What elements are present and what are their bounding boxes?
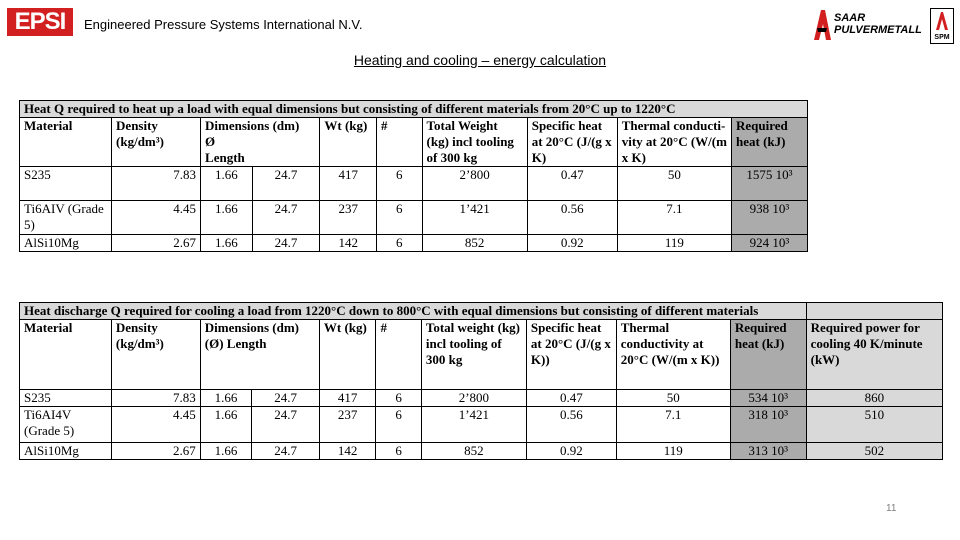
cell-required-heat: 318 10³ — [730, 407, 806, 443]
cell-length: 24.7 — [252, 390, 320, 407]
heating-table — [19, 100, 808, 252]
cell-total-weight: 1’421 — [421, 407, 526, 443]
cell-length: 24.7 — [252, 201, 320, 235]
cell-weight: 142 — [320, 235, 377, 252]
cell-weight: 237 — [320, 201, 377, 235]
col-weight: Wt (kg) — [320, 118, 377, 167]
cell-thermal-conductivity: 119 — [617, 235, 731, 252]
cell-thermal-conductivity: 50 — [616, 390, 730, 407]
cell-specific-heat: 0.92 — [526, 443, 616, 460]
cell-specific-heat: 0.47 — [526, 390, 616, 407]
cell-total-weight: 2’800 — [421, 390, 526, 407]
cell-material: S235 — [20, 167, 112, 201]
cell-total-weight: 852 — [421, 443, 526, 460]
cell-count: 6 — [377, 235, 423, 252]
cell-required-heat: 1575 10³ — [732, 167, 808, 201]
col-specific-heat: Specific heat at 20°C (J/(g x K) — [527, 118, 617, 167]
cell-density: 7.83 — [111, 390, 200, 407]
cell-thermal-conductivity: 7.1 — [617, 201, 731, 235]
col-density: Density (kg/dm³) — [111, 320, 200, 390]
table-row — [20, 407, 943, 443]
table-row — [20, 443, 943, 460]
cell-material: S235 — [20, 390, 112, 407]
col-total-weight: Total weight (kg) incl tooling of 300 kg — [421, 320, 526, 390]
cell-required-power: 502 — [806, 443, 942, 460]
cell-density: 7.83 — [112, 167, 201, 201]
cooling-table-caption: Heat discharge Q required for cooling a load from 1220°C down to 800°C with equal dimensions but consisting of different materials — [20, 303, 807, 320]
col-total-weight: Total Weight (kg) incl tooling of 300 kg — [422, 118, 527, 167]
cell-required-heat: 924 10³ — [732, 235, 808, 252]
cell-length: 24.7 — [252, 235, 320, 252]
saar-logo-text: SAAR PULVERMETALL — [834, 12, 922, 36]
cell-count: 6 — [376, 390, 421, 407]
cell-count: 6 — [377, 201, 423, 235]
cell-thermal-conductivity: 119 — [616, 443, 730, 460]
cell-thermal-conductivity: 7.1 — [616, 407, 730, 443]
cell-required-power: 510 — [806, 407, 942, 443]
cell-count: 6 — [376, 443, 421, 460]
cell-specific-heat: 0.56 — [526, 407, 616, 443]
cell-density: 2.67 — [112, 235, 201, 252]
cell-required-power: 860 — [806, 390, 942, 407]
cell-material: AlSi10Mg — [20, 443, 112, 460]
cell-diameter: 1.66 — [201, 201, 253, 235]
col-density: Density (kg/dm³) — [112, 118, 201, 167]
heating-table-caption: Heat Q required to heat up a load with equal dimensions but consisting of different materials from 20°C up to 1220°C — [20, 101, 808, 118]
cell-material: AlSi10Mg — [20, 235, 112, 252]
col-required-heat: Required heat (kJ) — [732, 118, 808, 167]
cell-required-heat: 534 10³ — [730, 390, 806, 407]
cooling-table — [19, 302, 943, 460]
cell-specific-heat: 0.47 — [527, 167, 617, 201]
saar-a-icon — [812, 8, 832, 42]
cell-count: 6 — [377, 167, 423, 201]
cell-specific-heat: 0.92 — [527, 235, 617, 252]
cell-weight: 417 — [320, 167, 377, 201]
cell-density: 4.45 — [111, 407, 200, 443]
cell-weight: 417 — [319, 390, 376, 407]
table-row — [20, 167, 808, 201]
cell-diameter: 1.66 — [201, 235, 253, 252]
cell-material: Ti6AIV (Grade 5) — [20, 201, 112, 235]
col-material: Material — [20, 320, 112, 390]
saar-pulvermetall-logo — [812, 8, 924, 44]
cell-required-heat: 938 10³ — [732, 201, 808, 235]
col-specific-heat: Specific heat at 20°C (J/(g x K)) — [526, 320, 616, 390]
cell-thermal-conductivity: 50 — [617, 167, 731, 201]
cell-total-weight: 852 — [422, 235, 527, 252]
cell-length: 24.7 — [252, 167, 320, 201]
cell-weight: 237 — [319, 407, 376, 443]
cell-density: 2.67 — [111, 443, 200, 460]
spm-logo — [930, 8, 954, 44]
col-required-power: Required power for cooling 40 K/minute (kW) — [806, 320, 942, 390]
table-row — [20, 235, 808, 252]
slide-title: Heating and cooling – energy calculation — [353, 52, 607, 68]
cell-diameter: 1.66 — [201, 167, 253, 201]
spm-icon — [930, 8, 954, 44]
cell-count: 6 — [376, 407, 421, 443]
table-row — [20, 201, 808, 235]
svg-text:SPM: SPM — [934, 34, 950, 41]
col-count: # — [376, 320, 421, 390]
cell-material: Ti6AI4V (Grade 5) — [20, 407, 112, 443]
table-row — [20, 390, 943, 407]
col-thermal-conductivity: Thermal conductivity at 20°C (W/(m x K)) — [616, 320, 730, 390]
company-name: Engineered Pressure Systems International N.V. — [84, 17, 363, 32]
cell-total-weight: 2’800 — [422, 167, 527, 201]
cell-diameter: 1.66 — [200, 407, 251, 443]
cell-diameter: 1.66 — [200, 443, 251, 460]
epsi-logo: EPSI — [7, 8, 73, 36]
cell-length: 24.7 — [252, 443, 320, 460]
col-weight: Wt (kg) — [319, 320, 376, 390]
cell-diameter: 1.66 — [200, 390, 251, 407]
page-number: 11 — [886, 503, 897, 514]
col-thermal-conductivity: Thermal conducti-vity at 20°C (W/(m x K) — [617, 118, 731, 167]
col-count: # — [377, 118, 423, 167]
cell-weight: 142 — [319, 443, 376, 460]
col-required-heat: Required heat (kJ) — [730, 320, 806, 390]
caption-empty-cell — [806, 303, 942, 320]
cell-total-weight: 1’421 — [422, 201, 527, 235]
col-material: Material — [20, 118, 112, 167]
cell-density: 4.45 — [112, 201, 201, 235]
cell-required-heat: 313 10³ — [730, 443, 806, 460]
col-dimensions: Dimensions (dm) (Ø) Length — [200, 320, 319, 390]
cell-length: 24.7 — [252, 407, 320, 443]
col-dimensions: Dimensions (dm) Ø Length — [201, 118, 320, 167]
cell-specific-heat: 0.56 — [527, 201, 617, 235]
